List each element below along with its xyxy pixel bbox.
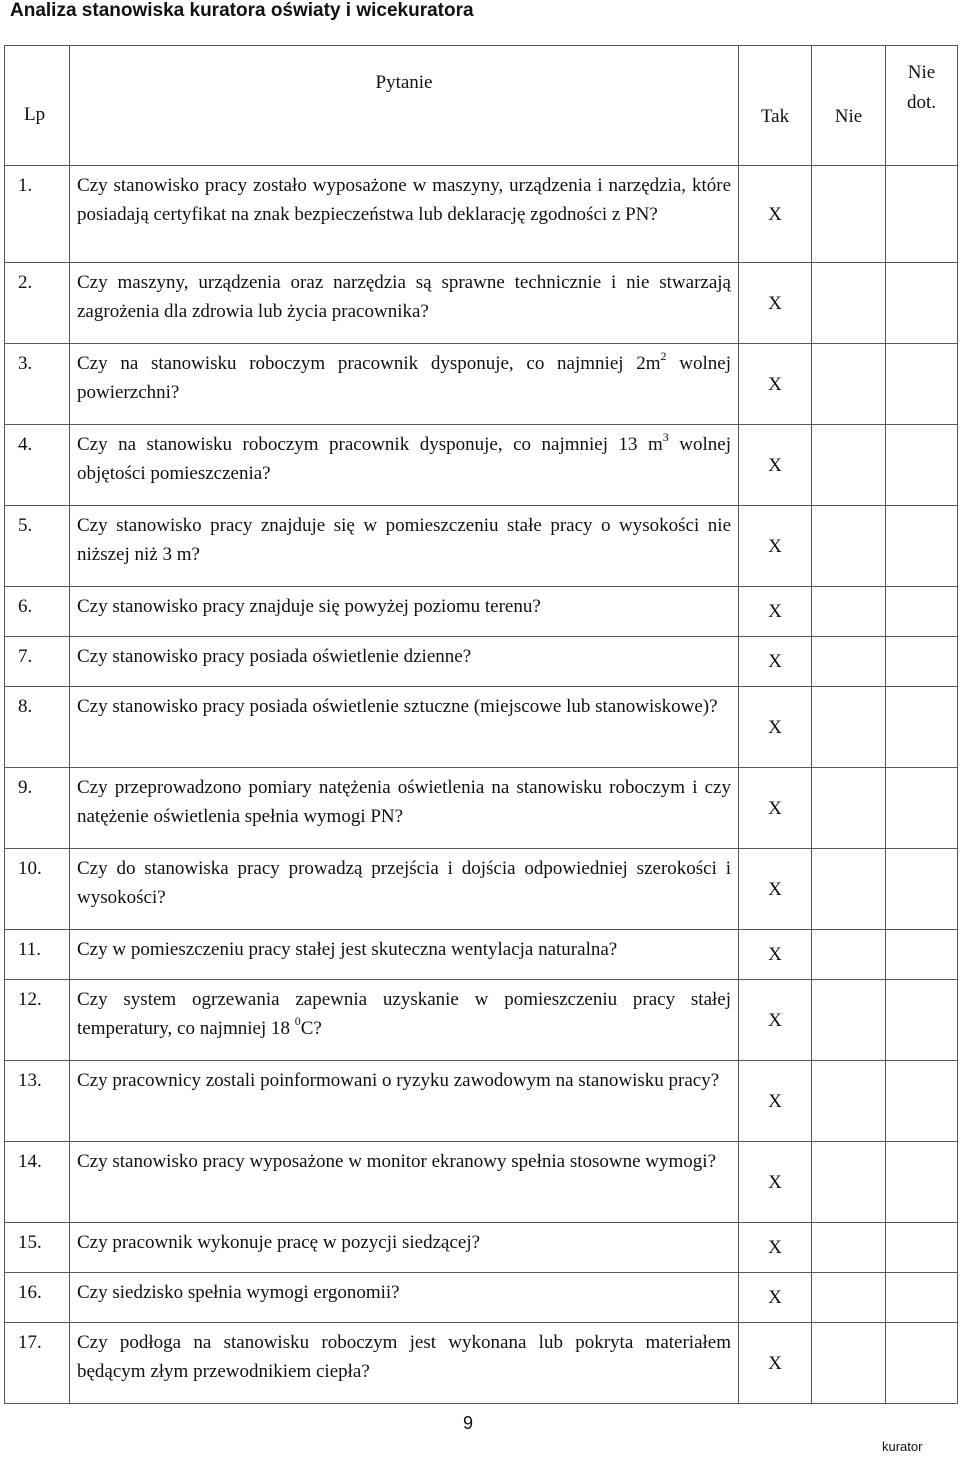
header-lp: Lp <box>5 46 70 166</box>
answer-tak-mark: X <box>739 1223 812 1273</box>
table-row <box>5 506 958 587</box>
answer-nie-dot-mark <box>886 1323 958 1404</box>
answer-nie-dot-mark <box>886 1142 958 1223</box>
answer-nie-mark <box>812 849 886 930</box>
answer-nie-dot-mark <box>886 344 958 425</box>
table-row <box>5 425 958 506</box>
answer-nie-dot-mark <box>886 587 958 637</box>
question-superscript: 3 <box>662 430 669 444</box>
table-row <box>5 263 958 344</box>
row-number: 5. <box>5 506 70 587</box>
question-text: Czy pracownik wykonuje pracę w pozycji siedzącej? <box>70 1223 739 1273</box>
table-row <box>5 930 958 980</box>
header-nie: Nie <box>812 46 886 166</box>
answer-nie-mark <box>812 1323 886 1404</box>
table-row <box>5 1061 958 1142</box>
question-text-part: Czy na stanowisku roboczym pracownik dysponuje, co najmniej 2m <box>77 353 661 374</box>
answer-nie-dot-mark <box>886 425 958 506</box>
answer-tak-mark: X <box>739 1061 812 1142</box>
answer-nie-mark <box>812 637 886 687</box>
question-text: Czy maszyny, urządzenia oraz narzędzia są sprawne technicznie i nie stwarzają zagrożenia dla zdrowia lub życia pracownika? <box>70 263 739 344</box>
table-row <box>5 637 958 687</box>
row-number: 13. <box>5 1061 70 1142</box>
answer-nie-mark <box>812 1273 886 1323</box>
table-row <box>5 687 958 768</box>
question-text-part: wolnej powierzchni? <box>77 353 731 403</box>
question-text: Czy do stanowiska pracy prowadzą przejścia i dojścia odpowiedniej szerokości i wysokości? <box>70 849 739 930</box>
header-tak: Tak <box>739 46 812 166</box>
header-question: Pytanie <box>70 46 739 166</box>
row-number: 1. <box>5 166 70 263</box>
question-superscript: 2 <box>660 349 667 363</box>
row-number: 7. <box>5 637 70 687</box>
answer-tak-mark: X <box>739 344 812 425</box>
answer-tak-mark: X <box>739 1273 812 1323</box>
row-number: 11. <box>5 930 70 980</box>
answer-tak-mark: X <box>739 687 812 768</box>
row-number: 10. <box>5 849 70 930</box>
question-text: Czy przeprowadzono pomiary natężenia oświetlenia na stanowisku roboczym i czy natężenie oświetlenia spełnia wymogi PN? <box>70 768 739 849</box>
table-row <box>5 1323 958 1404</box>
table-row <box>5 166 958 263</box>
question-text: Czy stanowisko pracy znajduje się w pomieszczeniu stałe pracy o wysokości nie niższej niż 3 m? <box>70 506 739 587</box>
checklist-table <box>4 45 958 1404</box>
question-text: Czy siedzisko spełnia wymogi ergonomii? <box>70 1273 739 1323</box>
row-number: 12. <box>5 980 70 1061</box>
question-text: Czy stanowisko pracy posiada oświetlenie sztuczne (miejscowe lub stanowiskowe)? <box>70 687 739 768</box>
answer-nie-dot-mark <box>886 768 958 849</box>
answer-tak-mark: X <box>739 637 812 687</box>
table-row <box>5 1223 958 1273</box>
answer-nie-mark <box>812 166 886 263</box>
row-number: 4. <box>5 425 70 506</box>
question-text-part: Czy system ogrzewania zapewnia uzyskanie w pomieszczeniu pracy stałej temperatury, co najmniej 18 <box>77 989 731 1039</box>
header-nie-dot-line1: Nie <box>907 62 936 83</box>
answer-nie-dot-mark <box>886 263 958 344</box>
answer-nie-mark <box>812 1223 886 1273</box>
answer-nie-dot-mark <box>886 1061 958 1142</box>
question-text <box>70 344 739 425</box>
answer-nie-mark <box>812 344 886 425</box>
row-number: 3. <box>5 344 70 425</box>
question-text: Czy w pomieszczeniu pracy stałej jest skuteczna wentylacja naturalna? <box>70 930 739 980</box>
page-number: 9 <box>463 1413 474 1433</box>
row-number: 2. <box>5 263 70 344</box>
table-row <box>5 768 958 849</box>
table-row <box>5 1142 958 1223</box>
answer-tak-mark: X <box>739 930 812 980</box>
row-number: 14. <box>5 1142 70 1223</box>
question-text: Czy stanowisko pracy znajduje się powyżej poziomu terenu? <box>70 587 739 637</box>
answer-nie-mark <box>812 687 886 768</box>
question-text <box>70 425 739 506</box>
answer-nie-mark <box>812 1061 886 1142</box>
answer-nie-dot-mark <box>886 849 958 930</box>
answer-nie-dot-mark <box>886 1273 958 1323</box>
question-superscript: 0 <box>294 1014 301 1028</box>
header-nie-dot-line2: dot. <box>906 92 937 113</box>
question-text: Czy pracownicy zostali poinformowani o ryzyku zawodowym na stanowisku pracy? <box>70 1061 739 1142</box>
row-number: 6. <box>5 587 70 637</box>
answer-tak-mark: X <box>739 980 812 1061</box>
answer-tak-mark: X <box>739 849 812 930</box>
answer-nie-dot-mark <box>886 637 958 687</box>
question-text-part: Czy na stanowisku roboczym pracownik dysponuje, co najmniej 13 m <box>77 434 663 455</box>
question-text: Czy stanowisko pracy wyposażone w monitor ekranowy spełnia stosowne wymogi? <box>70 1142 739 1223</box>
answer-nie-dot-mark <box>886 166 958 263</box>
answer-nie-dot-mark <box>886 1223 958 1273</box>
row-number: 16. <box>5 1273 70 1323</box>
answer-nie-mark <box>812 506 886 587</box>
answer-tak-mark: X <box>739 166 812 263</box>
answer-tak-mark: X <box>739 768 812 849</box>
table-header-row <box>5 46 958 166</box>
answer-tak-mark: X <box>739 1142 812 1223</box>
answer-tak-mark: X <box>739 506 812 587</box>
row-number: 9. <box>5 768 70 849</box>
table-row <box>5 849 958 930</box>
answer-nie-mark <box>812 930 886 980</box>
answer-tak-mark: X <box>739 587 812 637</box>
answer-nie-mark <box>812 980 886 1061</box>
question-text: Czy stanowisko pracy posiada oświetlenie dzienne? <box>70 637 739 687</box>
row-number: 15. <box>5 1223 70 1273</box>
answer-nie-dot-mark <box>886 506 958 587</box>
document-title: Analiza stanowiska kuratora oświaty i wicekuratora <box>10 0 474 21</box>
table-row <box>5 980 958 1061</box>
answer-tak-mark: X <box>739 425 812 506</box>
question-text-part: C? <box>300 1018 322 1039</box>
answer-tak-mark: X <box>739 263 812 344</box>
answer-nie-dot-mark <box>886 930 958 980</box>
footer-label: kurator <box>882 1439 923 1454</box>
answer-nie-dot-mark <box>886 687 958 768</box>
table-row <box>5 344 958 425</box>
header-nie-dot <box>886 46 958 166</box>
answer-nie-mark <box>812 263 886 344</box>
table-row <box>5 1273 958 1323</box>
question-text: Czy stanowisko pracy zostało wyposażone w maszyny, urządzenia i narzędzia, które posiadają certyfikat na znak bezpieczeństwa lub deklarację zgodności z PN? <box>70 166 739 263</box>
answer-nie-mark <box>812 1142 886 1223</box>
question-text: Czy podłoga na stanowisku roboczym jest wykonana lub pokryta materiałem będącym złym przewodnikiem ciepła? <box>70 1323 739 1404</box>
row-number: 8. <box>5 687 70 768</box>
answer-nie-mark <box>812 425 886 506</box>
question-text <box>70 980 739 1061</box>
row-number: 17. <box>5 1323 70 1404</box>
answer-nie-dot-mark <box>886 980 958 1061</box>
answer-nie-mark <box>812 768 886 849</box>
answer-nie-mark <box>812 587 886 637</box>
table-row <box>5 587 958 637</box>
answer-tak-mark: X <box>739 1323 812 1404</box>
question-text-part: wolnej objętości pomieszczenia? <box>77 434 731 484</box>
